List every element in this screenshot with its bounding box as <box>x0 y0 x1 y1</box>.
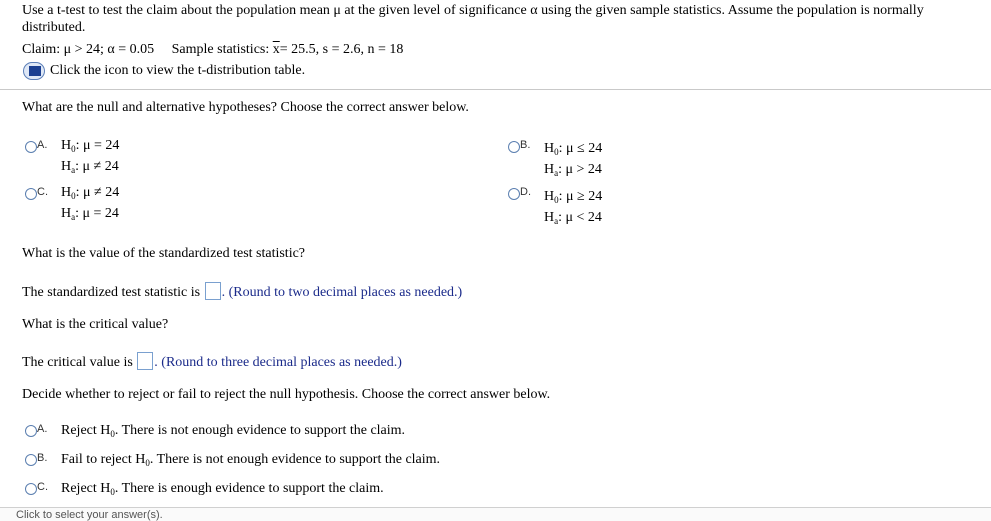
option-letter: B. <box>37 452 48 464</box>
alt-hypothesis: $H_a$: μ = 24 <box>61 206 119 222</box>
q2-hint: . (Round to two decimal places as needed.) <box>221 285 463 300</box>
q3-prompt: What is the critical value? <box>22 317 169 332</box>
radio-button[interactable] <box>25 141 37 153</box>
null-hypothesis: $H_0$: μ = 24 <box>61 138 120 154</box>
radio-button[interactable] <box>25 188 37 200</box>
radio-button[interactable] <box>25 425 37 437</box>
divider <box>0 89 991 90</box>
critical-value-input[interactable] <box>137 352 153 370</box>
test-statistic-input[interactable] <box>205 282 221 300</box>
claim-line <box>22 42 403 58</box>
option-letter: A. <box>37 423 48 435</box>
q2-answer-line <box>22 282 462 301</box>
q2-prompt: What is the value of the standardized test statistic? <box>22 246 306 261</box>
option-text: Reject $H_0$. There is enough evidence to support the claim. <box>61 481 384 497</box>
alt-hypothesis: $H_a$: μ > 24 <box>544 162 602 178</box>
q3-hint: . (Round to three decimal places as needed.) <box>154 355 402 370</box>
null-hypothesis: $H_0$: μ ≠ 24 <box>61 185 120 201</box>
q2-lead: The standardized test statistic is <box>22 285 201 300</box>
t-table-link[interactable]: Click the icon to view the t-distribution table. <box>50 63 306 78</box>
option-letter: A. <box>37 139 48 151</box>
problem-intro: Use a t-test to test the claim about the population mean μ at the given level of significance α using the given sample statistics. Assume the population is normally distributed. <box>22 3 924 35</box>
radio-button[interactable] <box>25 483 37 495</box>
q3-lead: The critical value is <box>22 355 133 370</box>
sample-stats-values: = 25.5, s = 2.6, n = 18 <box>279 42 404 57</box>
option-text: Reject $H_0$. There is not enough evidence to support the claim. <box>61 423 406 439</box>
t-table-book-icon[interactable] <box>23 62 45 80</box>
null-hypothesis: $H_0$: μ ≥ 24 <box>544 189 603 205</box>
option-letter: C. <box>37 186 48 198</box>
footer-text: Click to select your answer(s). <box>16 509 163 521</box>
alt-hypothesis: $H_a$: μ ≠ 24 <box>61 159 119 175</box>
sample-stats-label: Sample statistics: <box>171 42 270 57</box>
hypotheses <box>544 188 602 230</box>
xbar-symbol: $\overline{x}$ <box>272 42 280 57</box>
option-letter: B. <box>520 139 531 151</box>
option-text: Fail to reject $H_0$. There is not enough evidence to support the claim. <box>61 452 441 468</box>
hypotheses <box>61 137 119 179</box>
status-footer <box>0 507 991 521</box>
q3-answer-line <box>22 352 402 371</box>
option-letter: C. <box>37 481 48 493</box>
option-letter: D. <box>520 186 531 198</box>
q4-prompt: Decide whether to reject or fail to reject the null hypothesis. Choose the correct answer below. <box>22 387 551 402</box>
radio-button[interactable] <box>508 188 520 200</box>
null-hypothesis: $H_0$: μ ≤ 24 <box>544 141 603 157</box>
claim-text: Claim: μ > 24; α = 0.05 <box>22 42 155 57</box>
q1-prompt: What are the null and alternative hypotheses? Choose the correct answer below. <box>22 100 469 115</box>
hypotheses <box>61 184 119 226</box>
hypotheses <box>544 140 602 182</box>
radio-button[interactable] <box>508 141 520 153</box>
alt-hypothesis: $H_a$: μ < 24 <box>544 210 602 226</box>
radio-button[interactable] <box>25 454 37 466</box>
